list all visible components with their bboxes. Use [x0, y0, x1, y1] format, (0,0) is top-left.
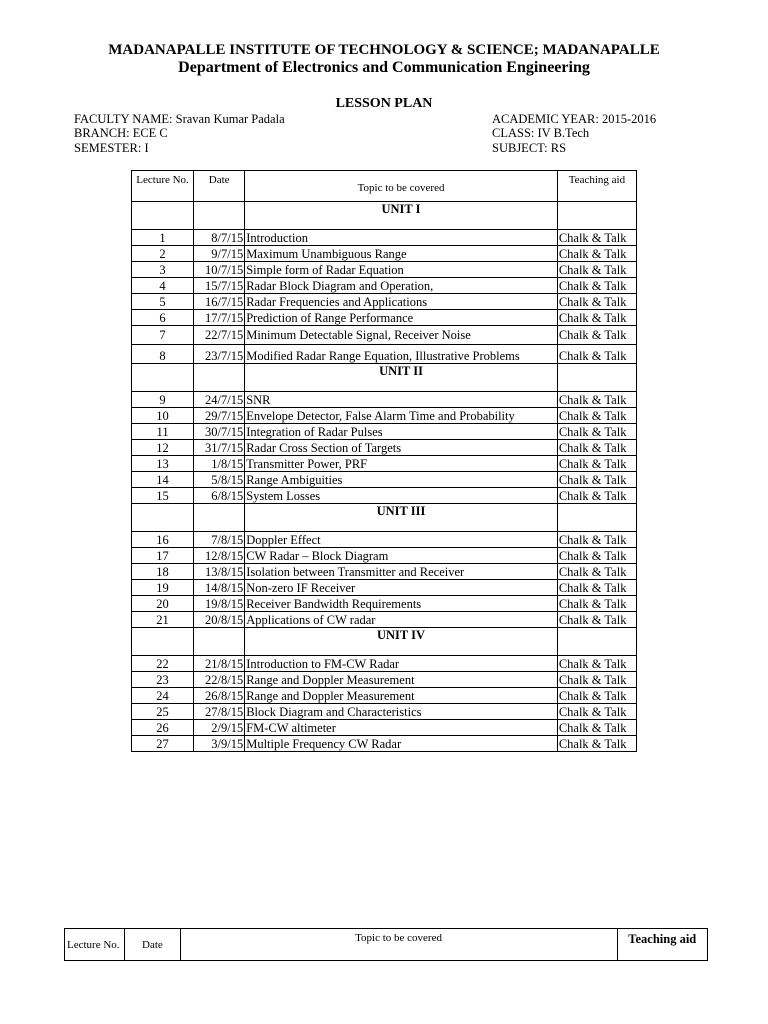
lecture-no-cell: 27: [132, 736, 194, 752]
table-row: [132, 262, 637, 278]
topic-cell: Introduction to FM-CW Radar: [245, 656, 558, 672]
topic-cell: Radar Block Diagram and Operation,: [245, 278, 558, 294]
teaching-aid-cell: Chalk & Talk: [557, 672, 636, 688]
topic-cell: Non-zero IF Receiver: [245, 580, 558, 596]
teaching-aid-cell: Chalk & Talk: [557, 392, 636, 408]
unit-label: UNIT II: [245, 364, 558, 392]
unit-empty-cell: [194, 628, 245, 656]
lecture-no-cell: 10: [132, 408, 194, 424]
date-cell: 8/7/15: [194, 230, 245, 246]
teaching-aid-cell: Chalk & Talk: [557, 596, 636, 612]
teaching-aid-cell: Chalk & Talk: [557, 424, 636, 440]
teaching-aid-cell: Chalk & Talk: [557, 580, 636, 596]
topic-cell: System Losses: [245, 488, 558, 504]
unit-empty-cell: [194, 364, 245, 392]
footer-topic: Topic to be covered: [180, 929, 617, 961]
table-row: [132, 736, 637, 752]
faculty-name: FACULTY NAME: Sravan Kumar Padala: [74, 112, 285, 126]
teaching-aid-cell: Chalk & Talk: [557, 326, 636, 345]
date-cell: 22/7/15: [194, 326, 245, 345]
table-row: [132, 704, 637, 720]
footer-header-row: [65, 929, 708, 961]
topic-cell: Range Ambiguities: [245, 472, 558, 488]
unit-empty-cell: [132, 364, 194, 392]
table-row: [132, 230, 637, 246]
topic-cell: Applications of CW radar: [245, 612, 558, 628]
lecture-no-cell: 24: [132, 688, 194, 704]
teaching-aid-cell: Chalk & Talk: [557, 564, 636, 580]
teaching-aid-cell: Chalk & Talk: [557, 612, 636, 628]
unit-empty-cell: [194, 202, 245, 230]
lecture-no-cell: 18: [132, 564, 194, 580]
teaching-aid-cell: Chalk & Talk: [557, 720, 636, 736]
teaching-aid-cell: Chalk & Talk: [557, 488, 636, 504]
footer-teaching-aid: Teaching aid: [617, 929, 707, 961]
header-lecture-no: Lecture No.: [132, 171, 194, 202]
date-cell: 1/8/15: [194, 456, 245, 472]
teaching-aid-cell: Chalk & Talk: [557, 246, 636, 262]
unit-label: UNIT III: [245, 504, 558, 532]
table-row: [132, 345, 637, 364]
topic-cell: Range and Doppler Measurement: [245, 688, 558, 704]
lecture-no-cell: 15: [132, 488, 194, 504]
lecture-no-cell: 20: [132, 596, 194, 612]
table-row: [132, 278, 637, 294]
table-row: [132, 472, 637, 488]
lecture-no-cell: 2: [132, 246, 194, 262]
department-name: Department of Electronics and Communication Engineering: [178, 59, 590, 76]
lecture-no-cell: 17: [132, 548, 194, 564]
lecture-no-cell: 16: [132, 532, 194, 548]
date-cell: 23/7/15: [194, 345, 245, 364]
topic-cell: Block Diagram and Characteristics: [245, 704, 558, 720]
topic-cell: Radar Frequencies and Applications: [245, 294, 558, 310]
unit-empty-cell: [557, 202, 636, 230]
unit-empty-cell: [557, 628, 636, 656]
lecture-no-cell: 1: [132, 230, 194, 246]
teaching-aid-cell: Chalk & Talk: [557, 656, 636, 672]
topic-cell: CW Radar – Block Diagram: [245, 548, 558, 564]
topic-cell: Integration of Radar Pulses: [245, 424, 558, 440]
date-cell: 6/8/15: [194, 488, 245, 504]
topic-cell: Maximum Unambiguous Range: [245, 246, 558, 262]
table-row: [132, 424, 637, 440]
lecture-no-cell: 21: [132, 612, 194, 628]
date-cell: 27/8/15: [194, 704, 245, 720]
teaching-aid-cell: Chalk & Talk: [557, 278, 636, 294]
lecture-no-cell: 19: [132, 580, 194, 596]
topic-cell: Doppler Effect: [245, 532, 558, 548]
teaching-aid-cell: Chalk & Talk: [557, 230, 636, 246]
date-cell: 9/7/15: [194, 246, 245, 262]
unit-header-row: [132, 202, 637, 230]
date-cell: 19/8/15: [194, 596, 245, 612]
date-cell: 2/9/15: [194, 720, 245, 736]
table-row: [132, 548, 637, 564]
date-cell: 13/8/15: [194, 564, 245, 580]
lecture-no-cell: 3: [132, 262, 194, 278]
table-row: [132, 656, 637, 672]
date-cell: 31/7/15: [194, 440, 245, 456]
unit-header-row: [132, 364, 637, 392]
lecture-no-cell: 26: [132, 720, 194, 736]
lecture-no-cell: 7: [132, 326, 194, 345]
date-cell: 17/7/15: [194, 310, 245, 326]
unit-empty-cell: [132, 628, 194, 656]
topic-cell: Receiver Bandwidth Requirements: [245, 596, 558, 612]
date-cell: 26/8/15: [194, 688, 245, 704]
table-row: [132, 720, 637, 736]
teaching-aid-cell: Chalk & Talk: [557, 345, 636, 364]
date-cell: 20/8/15: [194, 612, 245, 628]
teaching-aid-cell: Chalk & Talk: [557, 704, 636, 720]
lecture-no-cell: 6: [132, 310, 194, 326]
table-row: [132, 612, 637, 628]
date-cell: 16/7/15: [194, 294, 245, 310]
date-cell: 7/8/15: [194, 532, 245, 548]
class: CLASS: IV B.Tech: [492, 126, 590, 140]
date-cell: 12/8/15: [194, 548, 245, 564]
teaching-aid-cell: Chalk & Talk: [557, 294, 636, 310]
topic-cell: Prediction of Range Performance: [245, 310, 558, 326]
date-cell: 22/8/15: [194, 672, 245, 688]
table-row: [132, 392, 637, 408]
topic-cell: Envelope Detector, False Alarm Time and Probability: [245, 408, 558, 424]
date-cell: 30/7/15: [194, 424, 245, 440]
unit-empty-cell: [194, 504, 245, 532]
lecture-no-cell: 9: [132, 392, 194, 408]
table-row: [132, 580, 637, 596]
footer-date: Date: [125, 929, 180, 961]
unit-header-row: [132, 628, 637, 656]
table-row: [132, 294, 637, 310]
semester: SEMESTER: I: [74, 141, 149, 155]
date-cell: 3/9/15: [194, 736, 245, 752]
topic-cell: Transmitter Power, PRF: [245, 456, 558, 472]
topic-cell: SNR: [245, 392, 558, 408]
table-row: [132, 564, 637, 580]
teaching-aid-cell: Chalk & Talk: [557, 688, 636, 704]
table-row: [132, 456, 637, 472]
teaching-aid-cell: Chalk & Talk: [557, 262, 636, 278]
table-header-row: [132, 171, 637, 202]
table-row: [132, 326, 637, 345]
header-date: Date: [194, 171, 245, 202]
table-row: [132, 672, 637, 688]
branch: BRANCH: ECE C: [74, 126, 168, 140]
teaching-aid-cell: Chalk & Talk: [557, 472, 636, 488]
footer-lecture-no: Lecture No.: [65, 929, 125, 961]
table-row: [132, 488, 637, 504]
academic-year: ACADEMIC YEAR: 2015-2016: [492, 112, 657, 126]
table-row: [132, 440, 637, 456]
topic-cell: Introduction: [245, 230, 558, 246]
unit-empty-cell: [132, 202, 194, 230]
teaching-aid-cell: Chalk & Talk: [557, 736, 636, 752]
teaching-aid-cell: Chalk & Talk: [557, 532, 636, 548]
date-cell: 14/8/15: [194, 580, 245, 596]
table-row: [132, 596, 637, 612]
unit-empty-cell: [557, 504, 636, 532]
lecture-no-cell: 11: [132, 424, 194, 440]
lecture-no-cell: 13: [132, 456, 194, 472]
topic-cell: Simple form of Radar Equation: [245, 262, 558, 278]
table-row: [132, 310, 637, 326]
unit-empty-cell: [557, 364, 636, 392]
teaching-aid-cell: Chalk & Talk: [557, 548, 636, 564]
teaching-aid-cell: Chalk & Talk: [557, 456, 636, 472]
topic-cell: Modified Radar Range Equation, Illustrative Problems: [245, 345, 558, 364]
teaching-aid-cell: Chalk & Talk: [557, 440, 636, 456]
topic-cell: FM-CW altimeter: [245, 720, 558, 736]
footer-table: [64, 928, 708, 961]
unit-label: UNIT I: [245, 202, 558, 230]
date-cell: 5/8/15: [194, 472, 245, 488]
teaching-aid-cell: Chalk & Talk: [557, 310, 636, 326]
unit-empty-cell: [132, 504, 194, 532]
lecture-no-cell: 8: [132, 345, 194, 364]
lecture-no-cell: 23: [132, 672, 194, 688]
subject: SUBJECT: RS: [492, 141, 567, 155]
lecture-no-cell: 25: [132, 704, 194, 720]
lecture-no-cell: 14: [132, 472, 194, 488]
date-cell: 24/7/15: [194, 392, 245, 408]
header-teaching-aid: Teaching aid: [557, 171, 636, 202]
lesson-plan-body: [132, 171, 637, 752]
unit-label: UNIT IV: [245, 628, 558, 656]
table-row: [132, 408, 637, 424]
unit-header-row: [132, 504, 637, 532]
topic-cell: Multiple Frequency CW Radar: [245, 736, 558, 752]
lecture-no-cell: 4: [132, 278, 194, 294]
table-row: [132, 246, 637, 262]
topic-cell: Minimum Detectable Signal, Receiver Noise: [245, 326, 558, 345]
table-row: [132, 532, 637, 548]
header-topic: Topic to be covered: [245, 171, 558, 202]
date-cell: 29/7/15: [194, 408, 245, 424]
teaching-aid-cell: Chalk & Talk: [557, 408, 636, 424]
date-cell: 10/7/15: [194, 262, 245, 278]
document-title: LESSON PLAN: [335, 96, 433, 111]
lesson-plan-table: [131, 170, 637, 752]
date-cell: 15/7/15: [194, 278, 245, 294]
institute-name: MADANAPALLE INSTITUTE OF TECHNOLOGY & SCIENCE; MADANAPALLE: [108, 42, 660, 58]
topic-cell: Isolation between Transmitter and Receiver: [245, 564, 558, 580]
table-row: [132, 688, 637, 704]
lecture-no-cell: 12: [132, 440, 194, 456]
topic-cell: Radar Cross Section of Targets: [245, 440, 558, 456]
lecture-no-cell: 22: [132, 656, 194, 672]
date-cell: 21/8/15: [194, 656, 245, 672]
lecture-no-cell: 5: [132, 294, 194, 310]
topic-cell: Range and Doppler Measurement: [245, 672, 558, 688]
